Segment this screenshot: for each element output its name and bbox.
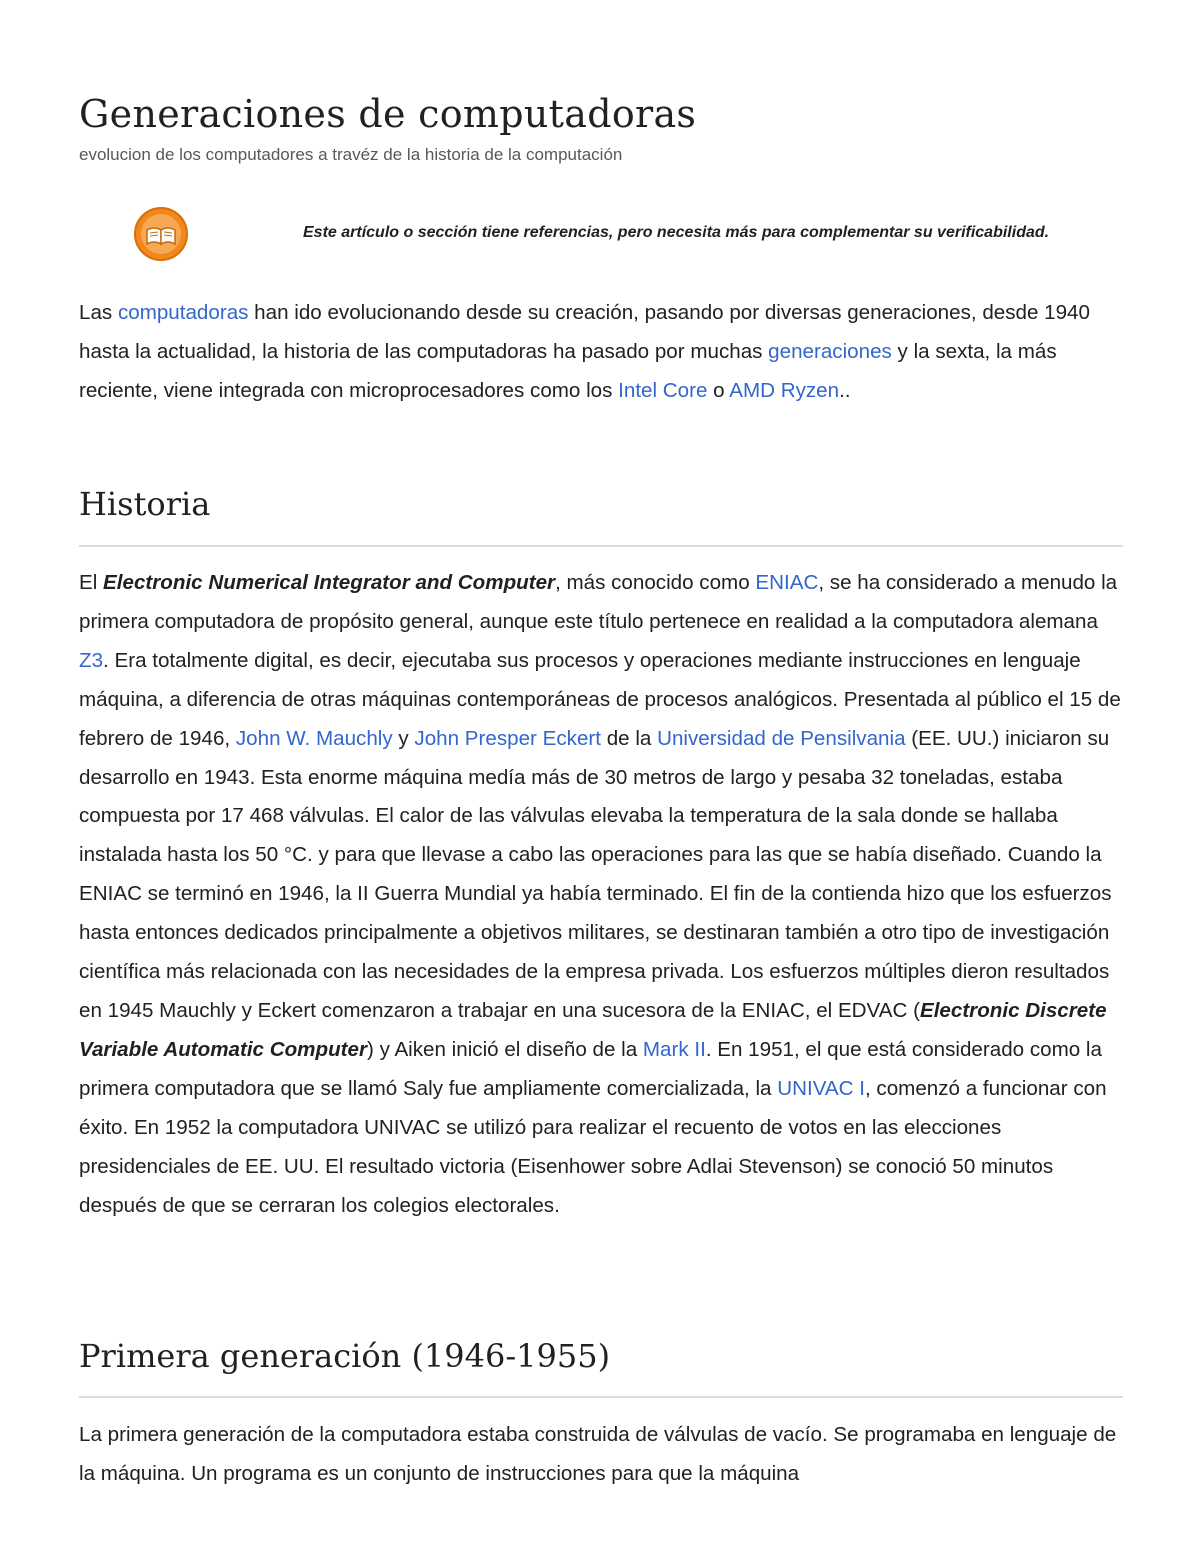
link-amd-ryzen[interactable]: AMD Ryzen — [729, 378, 840, 402]
link-generaciones[interactable]: generaciones — [768, 339, 892, 363]
notice-text: Este artículo o sección tiene referencias, pero necesita más para complementar su verificabilidad. — [303, 224, 1050, 241]
intro-paragraph: Las computadoras han ido evolucionando desde su creación, pasando por diversas generaciones, desde 1940 hasta la actualidad, la historia de las computadoras ha pasado por muchas generaciones y la sexta, la más reciente, viene integrada con microprocesadores como los Intel Core o AMD Ryzen.. — [79, 301, 1090, 402]
page-subtitle: evolucion de los computadores a travéz de la historia de la computación — [79, 145, 623, 164]
page-title: Generaciones de computadoras — [79, 92, 697, 136]
link-universidad-de-pensilvania[interactable]: Universidad de Pensilvania — [657, 726, 906, 750]
link-univac-i[interactable]: UNIVAC I — [777, 1076, 865, 1100]
link-computadoras[interactable]: computadoras — [117, 301, 249, 324]
link-mark-ii[interactable]: Mark II — [642, 1037, 706, 1061]
section-heading-primera-generacion: Primera generación (1946-1955) — [79, 1337, 611, 1375]
link-intel-core[interactable]: Intel Core — [618, 378, 708, 402]
term-edvac: Electronic Discrete Variable Automatic Computer — [79, 998, 1107, 1061]
primera-paragraph: La primera generación de la computadora estaba construida de válvulas de vacío. Se programaba en lenguaje de la máquina. Un programa es un conjunto de instrucciones para que la máquina — [79, 1423, 1117, 1485]
section-divider — [79, 1396, 1123, 1398]
link-z3[interactable]: Z3 — [79, 648, 104, 672]
link-john-w-mauchly[interactable]: John W. Mauchly — [235, 726, 393, 750]
link-eniac[interactable]: ENIAC — [755, 571, 819, 594]
references-notice — [133, 206, 1123, 264]
section-divider — [79, 545, 1123, 547]
historia-paragraph: El Electronic Numerical Integrator and Computer, más conocido como ENIAC, se ha considerado a menudo la primera computadora de propósito general, aunque este título pertenece en realidad a la computadora alemana Z3. Era totalmente digital, es decir, ejecutaba sus procesos y operaciones mediante instrucciones en lenguaje máquina, a diferencia de otras máquinas contemporáneas de procesos analógicos. Presentada al público el 15 de febrero de 1946, John W. Mauchly y John Presper Eckert de la Universidad de Pensilvania (EE. UU.) iniciaron su desarrollo en 1943. Esta enorme máquina medía más de 30 metros de largo y pesaba 32 toneladas, estaba compuesta por 17 468 válvulas. El calor de las válvulas elevaba la temperatura de la sala donde se hallaba instalada hasta los 50 °C. y para que llevase a cabo las operaciones para las que se había diseñado. Cuando la ENIAC se terminó en 1946, la II Guerra Mundial ya había terminado. El fin de la contienda hizo que los esfuerzos hasta entonces dedicados principalmente a objetivos militares, se destinaran también a otro tipo de investigación científica más relacionada con las necesidades de la empresa privada. Los esfuerzos múltiples dieron resultados en 1945 Mauchly y Eckert comenzaron a trabajar en una sucesora de la ENIAC, el EDVAC (Electronic Discrete Variable Automatic Computer) y Aiken inició el diseño de la Mark II. En 1951, el que está considerado como la primera computadora que se llamó Saly fue ampliamente comercializada, la UNIVAC I, comenzó a funcionar con éxito. En 1952 la computadora UNIVAC se utilizó para realizar el recuento de votos en las elecciones presidenciales de EE. UU. El resultado victoria (Eisenhower sobre Adlai Stevenson) se conoció 50 minutos después de que se cerraran los colegios electorales. — [79, 571, 1121, 1217]
link-john-presper-eckert[interactable]: John Presper Eckert — [414, 726, 601, 750]
term-eniac: Electronic Numerical Integrator and Computer — [103, 571, 556, 594]
book-icon — [133, 206, 189, 262]
section-heading-historia: Historia — [79, 485, 211, 523]
